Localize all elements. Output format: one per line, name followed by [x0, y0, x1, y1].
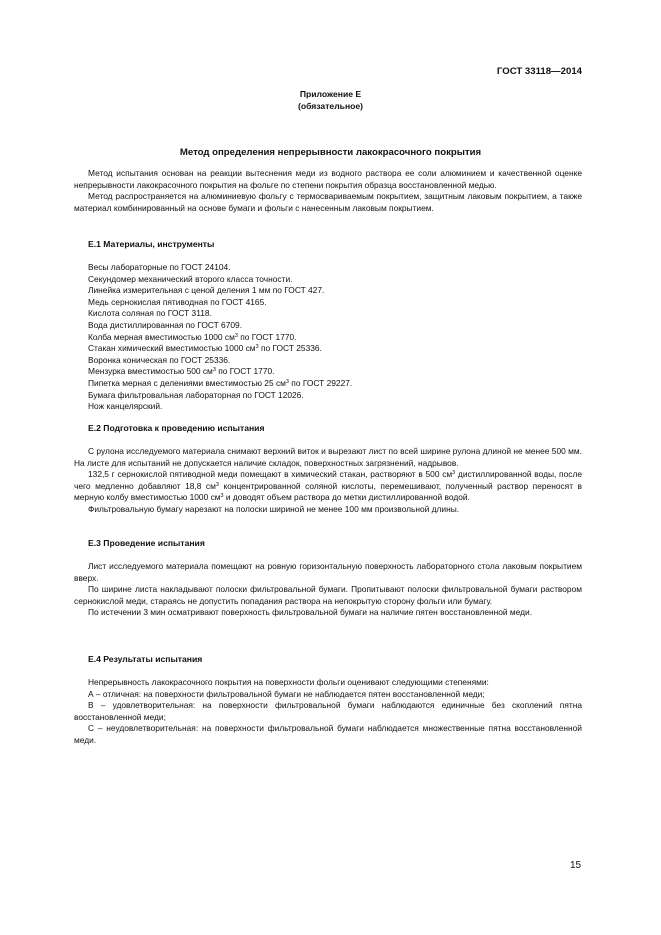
page-title: Метод определения непрерывности лакокрасочного покрытия — [179, 147, 482, 158]
list-item: Мензурка вместимостью 500 $см^3$ по ГОСТ 1770. — [88, 366, 275, 377]
list-item: Стакан химический вместимостью 1000 $см^3$ по ГОСТ 25336. — [88, 343, 322, 354]
section-e4-body — [74, 677, 582, 747]
intro-section — [74, 168, 582, 214]
appendix-label — [0, 89, 661, 112]
list-item: Бумага фильтровальная лабораторная по ГОСТ 12026. — [88, 389, 304, 400]
list-item: Секундомер механический второго класса точности. — [88, 273, 293, 284]
document-code: ГОСТ 33118—2014 — [496, 66, 582, 77]
page-number: 15 — [570, 860, 582, 871]
section-heading: Е.1 Материалы, инструменты — [88, 239, 215, 249]
list-item: Воронка коническая по ГОСТ 25336. — [88, 354, 231, 365]
paragraph: А – отличная: на поверхности фильтровальной бумаги не наблюдается пятен восстановленной меди; — [88, 688, 485, 699]
paragraph: Лист исследуемого материала помещают на ровную горизонтальную поверхность лабораторного стола лаковым покрытием вверх. — [74, 561, 582, 583]
appendix-title: Приложение Е — [299, 89, 362, 99]
paragraph: По истечении 3 мин осматривают поверхность фильтровальной бумаги на наличие пятен восстановленной меди. — [88, 607, 533, 618]
paragraph: 132,5 г сернокислой пятиводной меди помещают в химический стакан, растворяют в 500 $см^3$ дистиллированной воды, после чего медленно добавляют 18,8 $см^3$ концентрированной соляной кислоты, перемешивают, полученный раствор переносят в мерную колбу вместимостью 1000 $см^3$ и доводят объем раствора до метки дистиллированной водой. — [74, 469, 582, 503]
list-item: Линейка измерительная с ценой деления 1 мм по ГОСТ 427. — [88, 285, 325, 296]
paragraph: Фильтровальную бумагу нарезают на полоски шириной не менее 100 мм произвольной длины. — [88, 503, 460, 514]
list-item: Колба мерная вместимостью 1000 $см^3$ по ГОСТ 1770. — [88, 331, 297, 342]
intro-paragraph: Метод испытания основан на реакции вытеснения меди из водного раствора ее соли алюминием и качественной оценке непрерывности лакокрасочного покрытия на фольге по степени покрытия образца восстановленной медью. — [74, 168, 582, 190]
section-e3 — [74, 538, 582, 550]
list-item: Весы лабораторные по ГОСТ 24104. — [88, 262, 231, 272]
paragraph: С – неудовлетворительная: на поверхности фильтровальной бумаги наблюдается множественные пятна восстановленной меди. — [74, 723, 582, 745]
section-e3-body — [74, 561, 582, 619]
section-heading: Е.2 Подготовка к проведению испытания — [88, 423, 265, 433]
materials-list — [88, 262, 582, 413]
paragraph: С рулона исследуемого материала снимают верхний виток и вырезают лист по всей ширине рулона длиной не менее 500 мм. На листе для испытаний не допускается наличие складок, поверхностных загрязнений, надрывов. — [74, 446, 582, 468]
list-item: Кислота соляная по ГОСТ 3118. — [88, 308, 212, 319]
section-heading: Е.3 Проведение испытания — [88, 538, 205, 548]
section-e2-body — [74, 446, 582, 516]
paragraph: По ширине листа накладывают полоски фильтровальной бумаги. Пропитывают полоски фильтровальной бумаги раствором сернокислой меди, стараясь не допустить попадания раствора на непокрытую сторону фольги или бумагу. — [74, 584, 582, 606]
paragraph: В – удовлетворительная: на поверхности фильтровальной бумаги наблюдаются единичные без скоплений пятна восстановленной меди; — [74, 700, 582, 722]
section-e1 — [74, 239, 582, 251]
intro-paragraph: Метод распространяется на алюминиевую фольгу с термосвариваемым покрытием, защитным лаковым покрытием, а также материал комбинированный на основе бумаги и фольги с нанесенным лаковым покрытием. — [74, 191, 582, 213]
section-e4 — [74, 654, 582, 666]
appendix-status: (обязательное) — [297, 100, 364, 111]
list-item: Нож канцелярский. — [88, 401, 163, 412]
list-item: Медь сернокислая пятиводная по ГОСТ 4165. — [88, 296, 267, 307]
section-e2 — [74, 423, 582, 435]
paragraph: Непрерывность лакокрасочного покрытия на поверхности фольги оценивают следующими степенями: — [88, 677, 489, 687]
list-item: Пипетка мерная с делениями вместимостью 25 $см^3$ по ГОСТ 29227. — [88, 377, 353, 388]
section-heading: Е.4 Результаты испытания — [88, 654, 203, 664]
list-item: Вода дистиллированная по ГОСТ 6709. — [88, 319, 243, 330]
